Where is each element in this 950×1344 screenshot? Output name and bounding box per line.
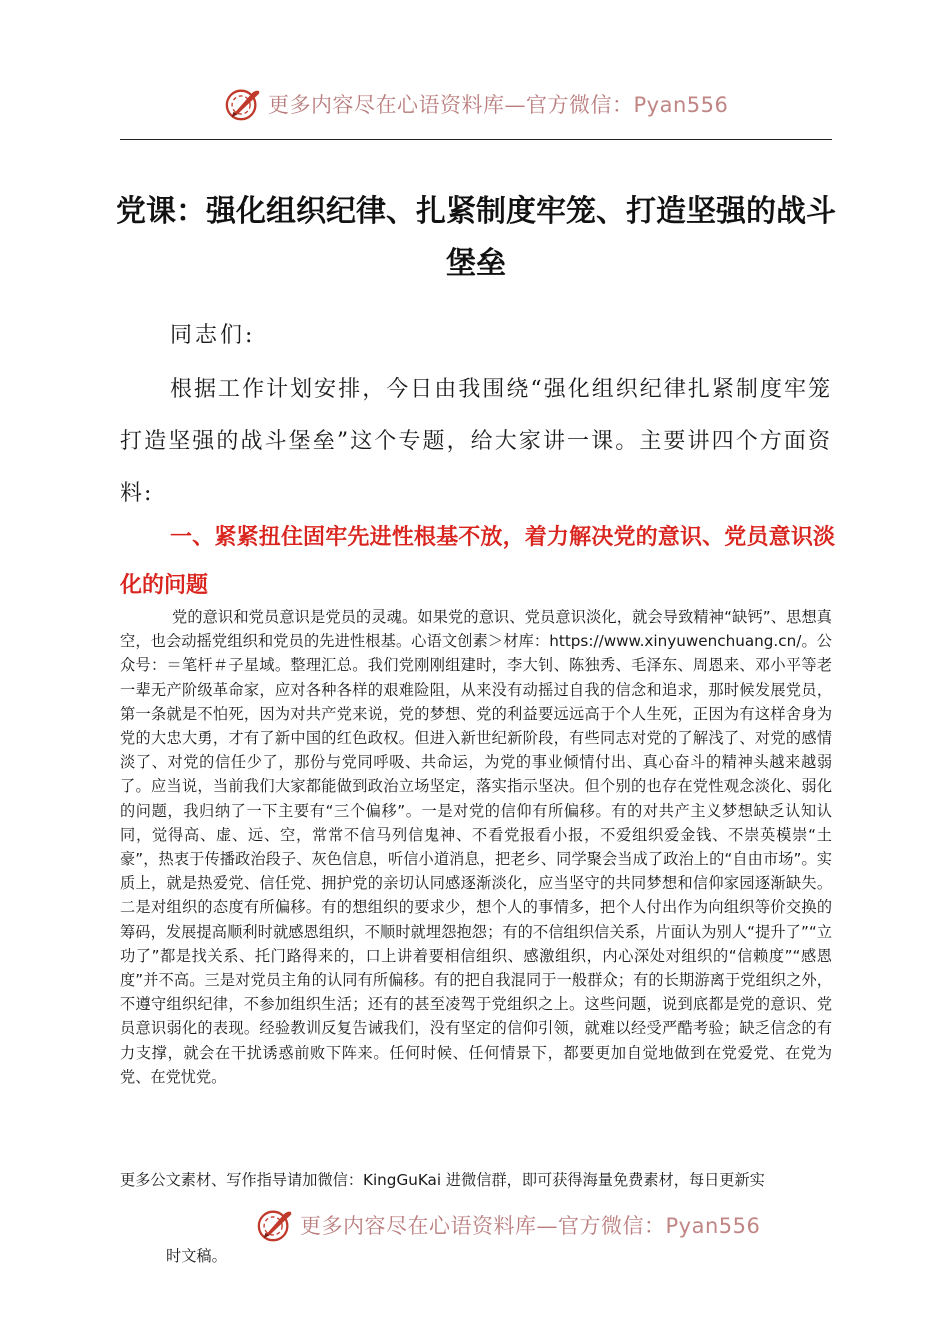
section-1-body: 党的意识和党员意识是党员的灵魂。如果党的意识、党员意识淡化，就会导致精神“缺钙”、思想真空，也会动摇党组织和党员的先进性根基。心语文创素＞材库：https://www.xinyuwenchuang.cn/。公众号：＝笔杆＃子星域。整理汇总。我们党刚刚组建时，李大钊、陈独秀、毛泽东、周恩来、邓小平等老一辈无产阶级革命家，应对各种各样的艰难险阻，从来没有动摇过自我的信念和追求，那时候发展党员，第一条就是不怕死，因为对共产党来说，党的梦想、党的利益要远远高于个人生死，正因为有这样舍身为党的大忠大勇，才有了新中国的红色政权。但进入新世纪新阶段，有些同志对党的了解浅了、对党的感情淡了、对党的信任少了，那份与党同呼吸、共命运，为党的事业倾情付出、真心奋斗的精神头越来越弱了。应当说，当前我们大家都能做到政治立场坚定，落实指示坚决。但个别的也存在党性观念淡化、弱化的问题，我归纳了一下主要有“三个偏移”。一是对党的信仰有所偏移。有的对共产主义梦想缺乏认知认同，觉得高、虚、远、空，常常不信马列信鬼神、不看党报看小报，不爱组织爱金钱、不崇英模崇“土豪”，热衷于传播政治段子、灰色信息，听信小道消息，把老乡、同学聚会当成了政治上的“自由市场”。实质上，就是热爱党、信任党、拥护党的亲切认同感逐渐淡化，应当坚守的共同梦想和信仰家园逐渐缺失。二是对组织的态度有所偏移。有的想组织的要求少，想个人的事情多，把个人付出作为向组织等价交换的筹码，发展提高顺利时就感恩组织，不顺时就埋怨抱怨；有的不信组织信关系，片面认为别人“提升了”“立功了”都是找关系、托门路得来的，口上讲着要相信组织、感激组织，内心深处对组织的“信赖度”“感恩度”并不高。三是对党员主角的认同有所偏移。有的把自我混同于一般群众；有的长期游离于党组织之外，不遵守组织纪律，不参加组织生活；还有的甚至凌驾于党组织之上。这些问题，说到底都是党的意识、党员意识弱化的表现。经验教训反复告诫我们，没有坚定的信仰引领，就难以经受严酷考验；缺乏信念的有力支撑，就会在干扰诱惑前败下阵来。任何时候、任何情景下，都要更加自觉地做到在党爱党、在党为党、在党忧党。 (120, 608, 832, 1086)
contact-tail: 时文稿。 (166, 1247, 227, 1265)
greeting: 同志们: (170, 323, 256, 348)
document-title: 党课：强化组织纪律、扎紧制度牢笼、打造坚强的战斗堡垒 (116, 194, 836, 281)
contact-line: 更多公文素材、写作指导请加微信：KingGuKai 进微信群，即可获得海量免费素材，每日更新实 (120, 1171, 765, 1189)
header-banner (224, 82, 728, 126)
quill-pen-logo-icon (224, 85, 262, 123)
header-divider (120, 139, 832, 140)
banner-wechat-id: Pyan556 (633, 93, 729, 117)
banner-wechat-id: Pyan556 (665, 1214, 761, 1238)
banner-text (268, 89, 728, 119)
banner-text (300, 1210, 760, 1240)
banner-site-text: 更多内容尽在心语资料库—官方微信： (300, 1214, 666, 1238)
banner-site-text: 更多内容尽在心语资料库—官方微信： (268, 93, 634, 117)
section-1-heading: 一、紧紧扭住固牢先进性根基不放，着力解决党的意识、党员意识淡化的问题 (120, 525, 835, 598)
quill-pen-logo-icon (256, 1206, 294, 1244)
footer-banner (256, 1203, 760, 1247)
intro-paragraph: 根据工作计划安排，今日由我围绕“强化组织纪律扎紧制度牢笼打造坚强的战斗堡垒”这个专题，给大家讲一课。主要讲四个方面资料: (120, 377, 832, 506)
